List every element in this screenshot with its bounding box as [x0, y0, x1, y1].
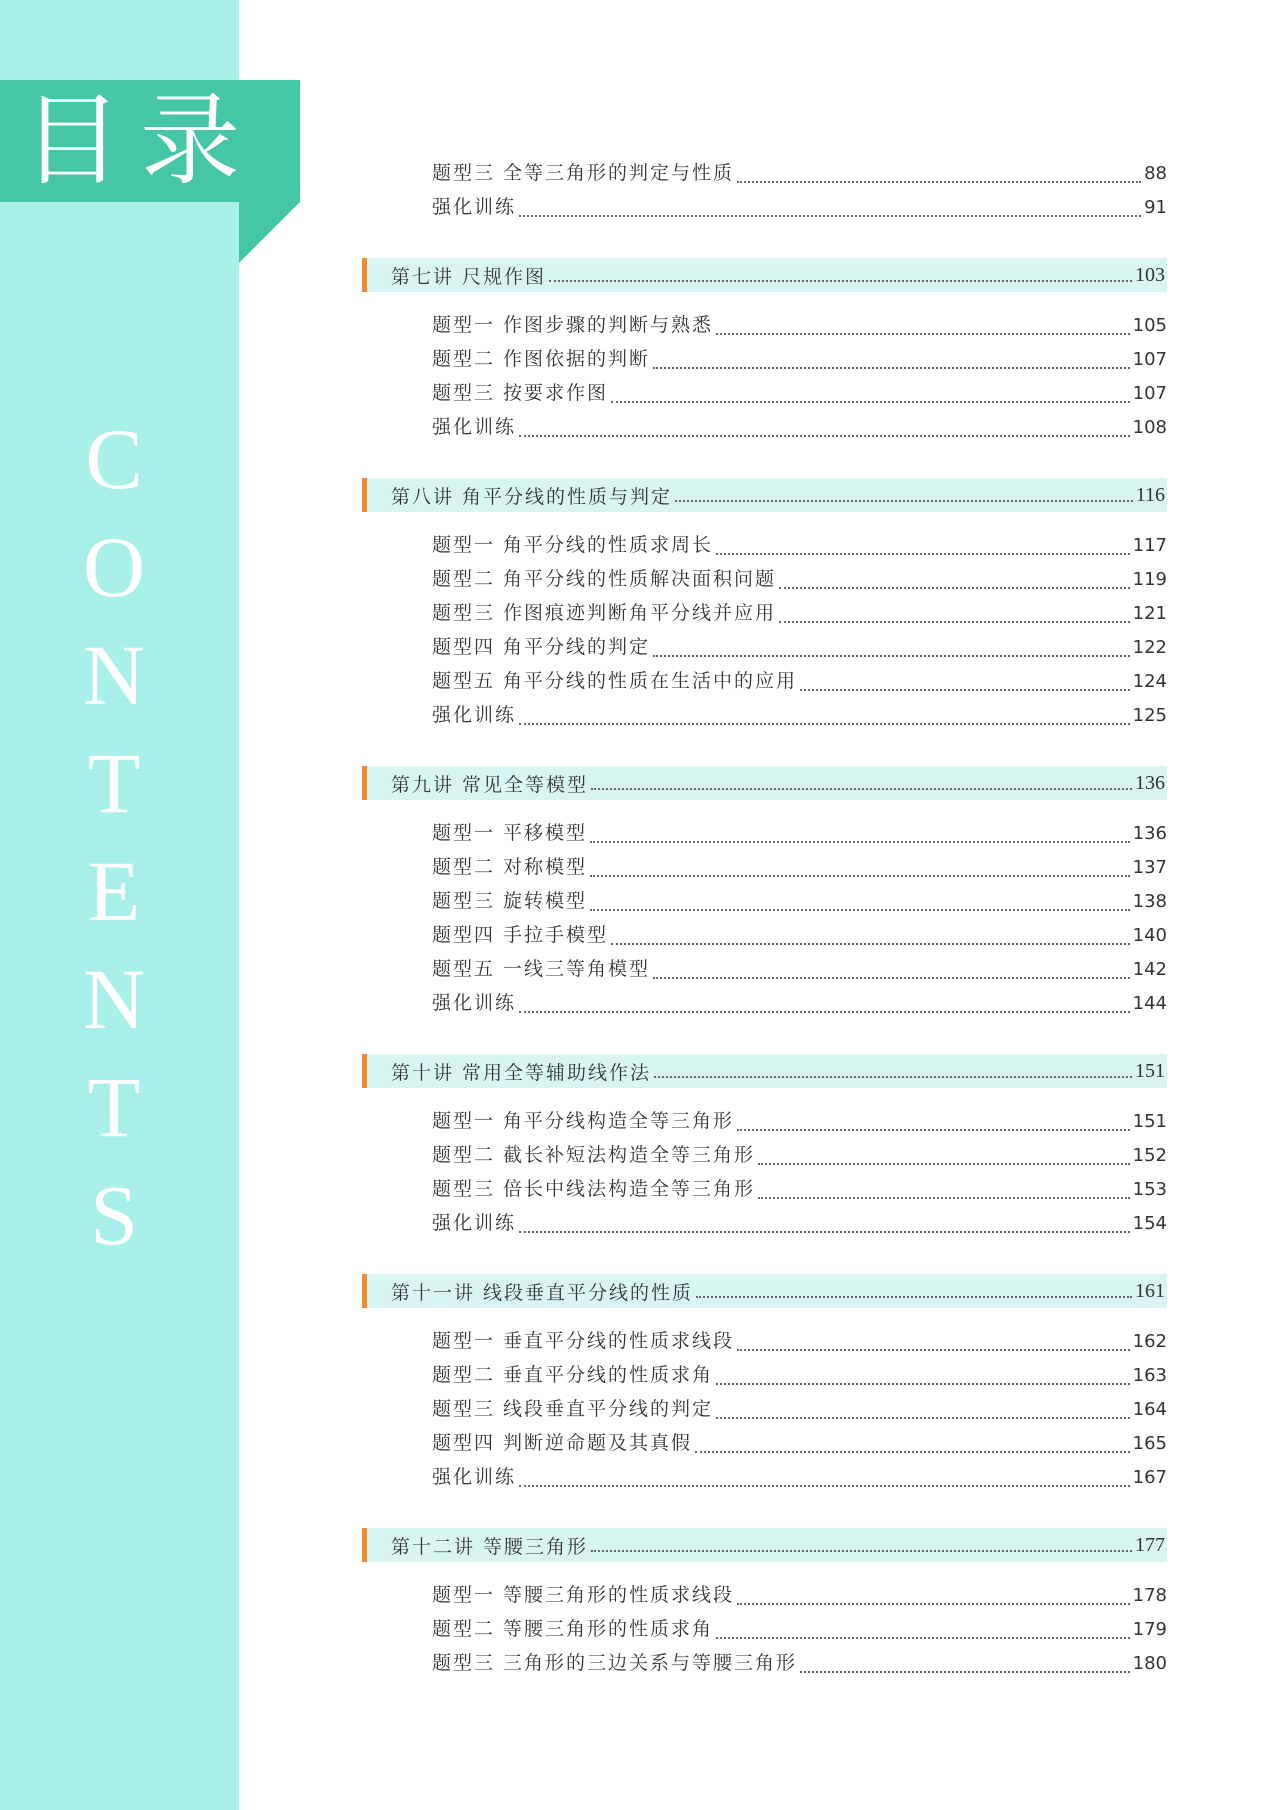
item-title: 强化训练	[432, 704, 517, 726]
leader-dots	[800, 688, 1130, 691]
item-title: 题型四 角平分线的判定	[432, 636, 651, 658]
chapter-title: 第七讲 尺规作图	[391, 265, 547, 288]
item-page-number: 91	[1144, 197, 1167, 218]
leader-dots	[519, 1484, 1130, 1487]
item-page-number: 163	[1132, 1365, 1167, 1386]
item-page-number: 121	[1132, 603, 1167, 624]
toc-item-link[interactable]	[362, 700, 1167, 734]
toc-chapter-link[interactable]	[362, 1054, 1167, 1088]
leader-dots	[716, 1636, 1130, 1639]
item-title: 题型三 全等三角形的判定与性质	[432, 162, 735, 184]
leader-dots	[653, 976, 1130, 979]
toc-item-link[interactable]	[362, 598, 1167, 632]
section-gap	[362, 226, 1167, 258]
item-page-number: 137	[1132, 857, 1167, 878]
item-title: 题型二 截长补短法构造全等三角形	[432, 1144, 756, 1166]
toc-item-link[interactable]	[362, 378, 1167, 412]
toc-item-link[interactable]	[362, 1394, 1167, 1428]
toc-item-link[interactable]	[362, 818, 1167, 852]
toc-item-link[interactable]	[362, 1614, 1167, 1648]
leader-dots	[519, 1010, 1130, 1013]
item-page-number: 107	[1132, 383, 1167, 404]
section-gap	[362, 734, 1167, 766]
leader-dots	[611, 400, 1130, 403]
item-title: 题型一 角平分线构造全等三角形	[432, 1110, 735, 1132]
item-page-number: 140	[1132, 925, 1167, 946]
toc-item-link[interactable]	[362, 310, 1167, 344]
item-page-number: 151	[1132, 1111, 1167, 1132]
chapter-title: 第十二讲 等腰三角形	[391, 1535, 589, 1558]
leader-dots	[519, 214, 1141, 217]
item-title: 题型二 角平分线的性质解决面积问题	[432, 568, 777, 590]
toc-item-link[interactable]	[362, 1208, 1167, 1242]
toc-item-link[interactable]	[362, 1462, 1167, 1496]
leader-dots	[716, 332, 1130, 335]
item-page-number: 125	[1132, 705, 1167, 726]
item-page-number: 152	[1132, 1145, 1167, 1166]
section-gap	[362, 1496, 1167, 1528]
item-title: 题型一 平移模型	[432, 822, 588, 844]
item-page-number: 119	[1132, 569, 1167, 590]
item-title: 题型四 手拉手模型	[432, 924, 609, 946]
toc-chapter-row	[362, 1274, 1167, 1326]
leader-dots	[800, 1670, 1130, 1673]
toc-item-link[interactable]	[362, 666, 1167, 700]
toc-chapter-link[interactable]	[362, 478, 1167, 512]
toc-item-link[interactable]	[362, 852, 1167, 886]
toc-chapter-row	[362, 478, 1167, 530]
leader-dots	[779, 586, 1130, 589]
item-title: 题型三 作图痕迹判断角平分线并应用	[432, 602, 777, 624]
item-page-number: 153	[1132, 1179, 1167, 1200]
toc-item-link[interactable]	[362, 1360, 1167, 1394]
item-page-number: 154	[1132, 1213, 1167, 1234]
toc-item-link[interactable]	[362, 1140, 1167, 1174]
item-title: 题型一 等腰三角形的性质求线段	[432, 1584, 735, 1606]
toc-item-link[interactable]	[362, 530, 1167, 564]
chapter-page-number: 136	[1135, 771, 1165, 794]
leader-dots	[654, 1075, 1132, 1078]
chapter-page-number: 116	[1135, 483, 1165, 506]
leader-dots	[653, 654, 1130, 657]
item-page-number: 122	[1132, 637, 1167, 658]
toc-item-link[interactable]	[362, 920, 1167, 954]
contents-letter: T	[87, 735, 141, 831]
item-page-number: 136	[1132, 823, 1167, 844]
leader-dots	[653, 366, 1130, 369]
leader-dots	[716, 1382, 1130, 1385]
leader-dots	[590, 840, 1130, 843]
chapter-page-number: 151	[1135, 1059, 1165, 1082]
leader-dots	[591, 1549, 1132, 1552]
item-page-number: 144	[1132, 993, 1167, 1014]
toc-item-link[interactable]	[362, 886, 1167, 920]
toc-item-link[interactable]	[362, 632, 1167, 666]
section-gap	[362, 1022, 1167, 1054]
toc-chapter-row	[362, 766, 1167, 818]
contents-letter: S	[90, 1167, 138, 1263]
leader-dots	[716, 552, 1130, 555]
item-title: 题型五 角平分线的性质在生活中的应用	[432, 670, 798, 692]
item-title: 题型二 等腰三角形的性质求角	[432, 1618, 714, 1640]
leader-dots	[737, 180, 1141, 183]
item-title: 题型三 旋转模型	[432, 890, 588, 912]
chapter-title: 第八讲 角平分线的性质与判定	[391, 485, 673, 508]
contents-letter: C	[85, 411, 143, 507]
leader-dots	[695, 1450, 1130, 1453]
chapter-page-number: 177	[1135, 1533, 1165, 1556]
item-page-number: 162	[1132, 1331, 1167, 1352]
leader-dots	[519, 722, 1130, 725]
leader-dots	[737, 1128, 1130, 1131]
leader-dots	[591, 787, 1132, 790]
toc-chapter-row	[362, 258, 1167, 310]
leader-dots	[590, 874, 1130, 877]
toc-item-link[interactable]	[362, 1106, 1167, 1140]
toc-item-link[interactable]	[362, 1580, 1167, 1614]
toc-item-link[interactable]	[362, 1648, 1167, 1682]
chapter-title: 第十讲 常用全等辅助线作法	[391, 1061, 652, 1084]
title-banner	[0, 80, 300, 202]
item-title: 题型三 按要求作图	[432, 382, 609, 404]
item-page-number: 108	[1132, 417, 1167, 438]
contents-letter: T	[87, 1059, 141, 1155]
contents-letter: E	[87, 843, 141, 939]
leader-dots	[696, 1295, 1132, 1298]
toc-item-link[interactable]	[362, 988, 1167, 1022]
item-title: 强化训练	[432, 1466, 517, 1488]
item-title: 题型二 垂直平分线的性质求角	[432, 1364, 714, 1386]
item-title: 题型三 线段垂直平分线的判定	[432, 1398, 714, 1420]
chapter-page-number: 161	[1135, 1279, 1165, 1302]
item-page-number: 117	[1132, 535, 1167, 556]
item-title: 强化训练	[432, 416, 517, 438]
table-of-contents	[362, 158, 1167, 1682]
toc-chapter-link[interactable]	[362, 1528, 1167, 1562]
leader-dots	[519, 434, 1130, 437]
leader-dots	[675, 499, 1133, 502]
item-title: 强化训练	[432, 1212, 517, 1234]
leader-dots	[737, 1348, 1130, 1351]
contents-vertical-word	[0, 405, 228, 1269]
contents-letter: N	[82, 627, 146, 723]
item-title: 题型三 倍长中线法构造全等三角形	[432, 1178, 756, 1200]
leader-dots	[611, 942, 1130, 945]
toc-chapter-link[interactable]	[362, 258, 1167, 292]
leader-dots	[737, 1602, 1130, 1605]
contents-letter: O	[82, 519, 146, 615]
item-page-number: 180	[1132, 1653, 1167, 1674]
toc-chapter-link[interactable]	[362, 1274, 1167, 1308]
leader-dots	[549, 279, 1132, 282]
toc-item-link[interactable]	[362, 1174, 1167, 1208]
banner-fold-shape	[239, 202, 300, 263]
toc-item-link[interactable]	[362, 1428, 1167, 1462]
leader-dots	[716, 1416, 1130, 1419]
item-page-number: 167	[1132, 1467, 1167, 1488]
item-title: 题型一 垂直平分线的性质求线段	[432, 1330, 735, 1352]
item-page-number: 179	[1132, 1619, 1167, 1640]
item-title: 题型二 作图依据的判断	[432, 348, 651, 370]
item-page-number: 88	[1144, 163, 1167, 184]
chapter-title: 第十一讲 线段垂直平分线的性质	[391, 1281, 694, 1304]
contents-letter: N	[82, 951, 146, 1047]
toc-item-link[interactable]	[362, 344, 1167, 378]
item-page-number: 165	[1132, 1433, 1167, 1454]
item-title: 题型一 作图步骤的判断与熟悉	[432, 314, 714, 336]
section-gap	[362, 1242, 1167, 1274]
leader-dots	[758, 1162, 1130, 1165]
toc-item-link[interactable]	[362, 564, 1167, 598]
item-page-number: 107	[1132, 349, 1167, 370]
section-gap	[362, 446, 1167, 478]
item-title: 题型三 三角形的三边关系与等腰三角形	[432, 1652, 798, 1674]
toc-item-link[interactable]	[362, 954, 1167, 988]
toc-item-link[interactable]	[362, 1326, 1167, 1360]
page-title: 目录	[22, 82, 258, 199]
toc-item-link[interactable]	[362, 412, 1167, 446]
item-page-number: 138	[1132, 891, 1167, 912]
toc-chapter-row	[362, 1528, 1167, 1580]
toc-chapter-row	[362, 1054, 1167, 1106]
toc-chapter-link[interactable]	[362, 766, 1167, 800]
item-title: 强化训练	[432, 196, 517, 218]
leader-dots	[758, 1196, 1130, 1199]
item-page-number: 142	[1132, 959, 1167, 980]
chapter-page-number: 103	[1135, 263, 1165, 286]
toc-item-link[interactable]	[362, 158, 1167, 192]
item-title: 强化训练	[432, 992, 517, 1014]
item-title: 题型二 对称模型	[432, 856, 588, 878]
chapter-title: 第九讲 常见全等模型	[391, 773, 589, 796]
item-page-number: 124	[1132, 671, 1167, 692]
item-title: 题型五 一线三等角模型	[432, 958, 651, 980]
item-page-number: 164	[1132, 1399, 1167, 1420]
item-page-number: 105	[1132, 315, 1167, 336]
item-page-number: 178	[1132, 1585, 1167, 1606]
item-title: 题型四 判断逆命题及其真假	[432, 1432, 693, 1454]
leader-dots	[519, 1230, 1130, 1233]
leader-dots	[779, 620, 1130, 623]
leader-dots	[590, 908, 1130, 911]
toc-item-link[interactable]	[362, 192, 1167, 226]
item-title: 题型一 角平分线的性质求周长	[432, 534, 714, 556]
